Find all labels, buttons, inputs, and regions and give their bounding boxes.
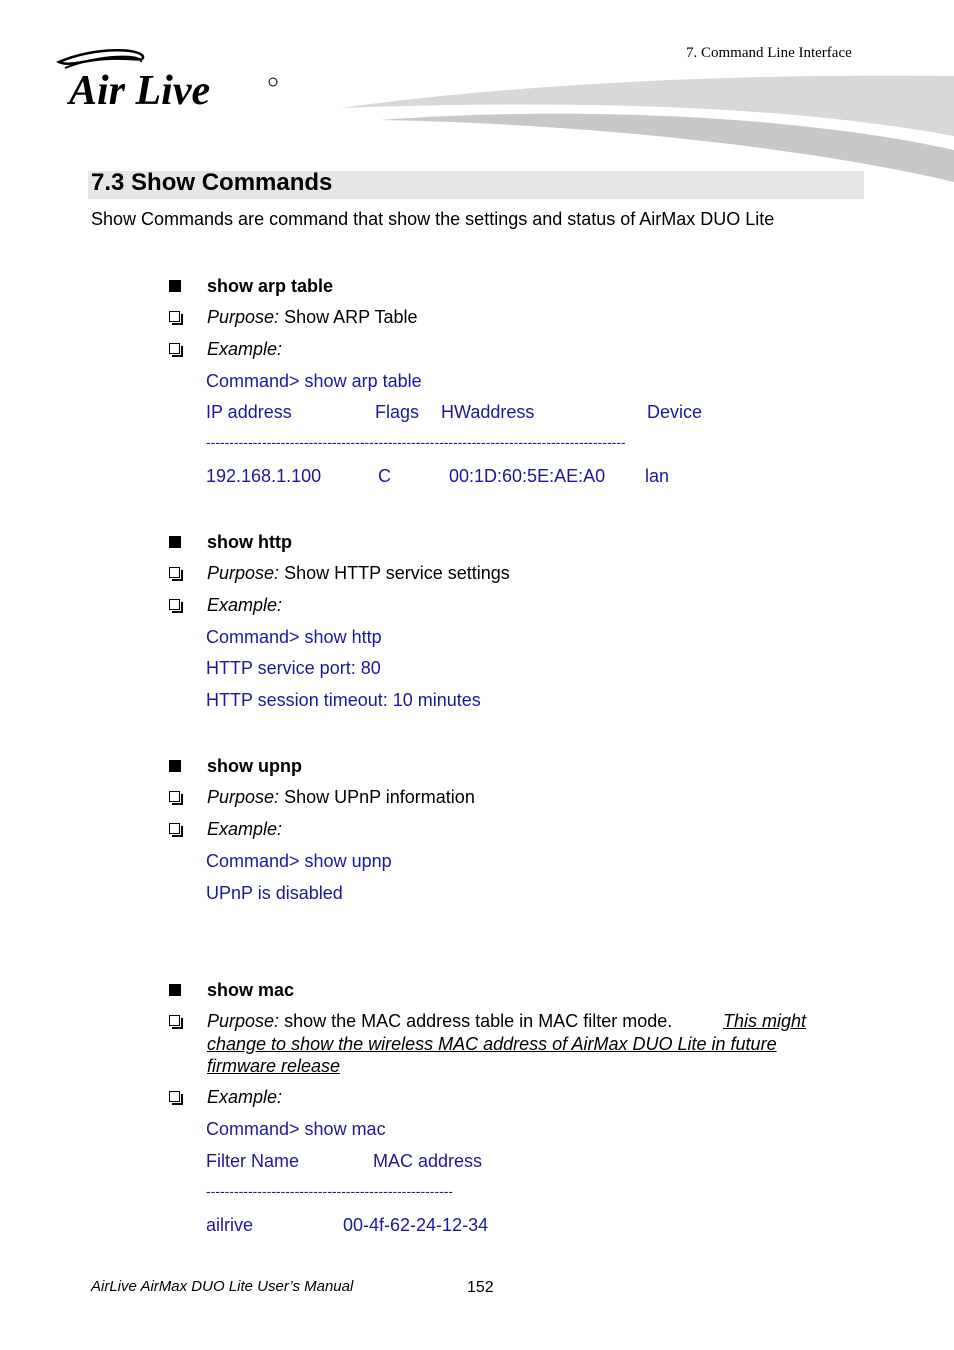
purpose-text: Show UPnP information — [284, 787, 475, 807]
example-command: Command> show http — [206, 627, 382, 647]
arp-cell-hwaddress: 00:1D:60:5E:AE:A0 — [449, 466, 606, 486]
purpose-line — [207, 1011, 672, 1032]
purpose-label: Purpose: — [207, 563, 280, 583]
command-name: show arp table — [207, 276, 334, 296]
purpose-label: Purpose: — [207, 787, 280, 807]
example-output-line: HTTP session timeout: 10 minutes — [206, 690, 481, 710]
example-label: Example: — [207, 339, 283, 359]
purpose-line — [207, 563, 510, 584]
example-command: Command> show upnp — [206, 851, 392, 871]
mac-note-line-1: This might — [723, 1011, 807, 1031]
purpose-line — [207, 307, 418, 328]
command-name: show upnp — [207, 756, 302, 776]
checkbox-bullet-icon — [169, 343, 180, 354]
purpose-label: Purpose: — [207, 1011, 280, 1031]
mac-cell-mac-address: 00-4f-62-24-12-34 — [343, 1215, 489, 1235]
example-command: Command> show mac — [206, 1119, 386, 1139]
example-label: Example: — [207, 1087, 283, 1107]
square-bullet-icon — [169, 536, 181, 548]
mac-note-line-2: change to show the wireless MAC address of AirMax DUO Lite in future — [207, 1034, 777, 1054]
arp-header-device: Device — [647, 402, 703, 422]
purpose-text: Show HTTP service settings — [284, 563, 510, 583]
arp-header-flags: Flags — [375, 402, 420, 422]
checkbox-bullet-icon — [169, 823, 180, 834]
checkbox-bullet-icon — [169, 599, 180, 610]
arp-cell-ip: 192.168.1.100 — [206, 466, 322, 486]
arp-cell-device: lan — [645, 466, 670, 486]
purpose-line — [207, 787, 475, 808]
chapter-header: 7. Command Line Interface — [686, 45, 852, 61]
section-title: 7.3 Show Commands — [91, 169, 333, 196]
mac-header-mac-address: MAC address — [373, 1151, 483, 1171]
page-number: 152 — [467, 1279, 494, 1296]
arp-separator: ------------------------------------------------------------------------------------------ — [206, 434, 626, 450]
checkbox-bullet-icon — [169, 1015, 180, 1026]
example-label: Example: — [207, 595, 283, 615]
section-intro: Show Commands are command that show the settings and status of AirMax DUO Lite — [91, 209, 775, 229]
purpose-label: Purpose: — [207, 307, 280, 327]
arp-header-hwaddress: HWaddress — [441, 402, 535, 422]
square-bullet-icon — [169, 760, 181, 772]
mac-header-filter-name: Filter Name — [206, 1151, 300, 1171]
footer-manual-title: AirLive AirMax DUO Lite User’s Manual — [91, 1278, 354, 1295]
purpose-text: Show ARP Table — [284, 307, 418, 327]
purpose-text: show the MAC address table in MAC filter mode. — [284, 1011, 673, 1031]
square-bullet-icon — [169, 984, 181, 996]
checkbox-bullet-icon — [169, 567, 180, 578]
airlive-logo — [55, 48, 285, 112]
square-bullet-icon — [169, 280, 181, 292]
example-label: Example: — [207, 819, 283, 839]
svg-text:Air Live: Air Live — [69, 68, 211, 112]
checkbox-bullet-icon — [169, 1091, 180, 1102]
mac-cell-filter-name: ailrive — [206, 1215, 254, 1235]
mac-separator: ----------------------------------------------------- — [206, 1183, 454, 1199]
arp-cell-flags: C — [378, 466, 391, 486]
example-output-line: HTTP service port: 80 — [206, 658, 381, 678]
checkbox-bullet-icon — [169, 791, 180, 802]
checkbox-bullet-icon — [169, 311, 180, 322]
command-name: show mac — [207, 980, 295, 1000]
example-output-line: UPnP is disabled — [206, 883, 343, 903]
mac-note-line-3: firmware release — [207, 1056, 341, 1076]
arp-header-ip: IP address — [206, 402, 292, 422]
example-command: Command> show arp table — [206, 371, 422, 391]
command-name: show http — [207, 532, 292, 552]
